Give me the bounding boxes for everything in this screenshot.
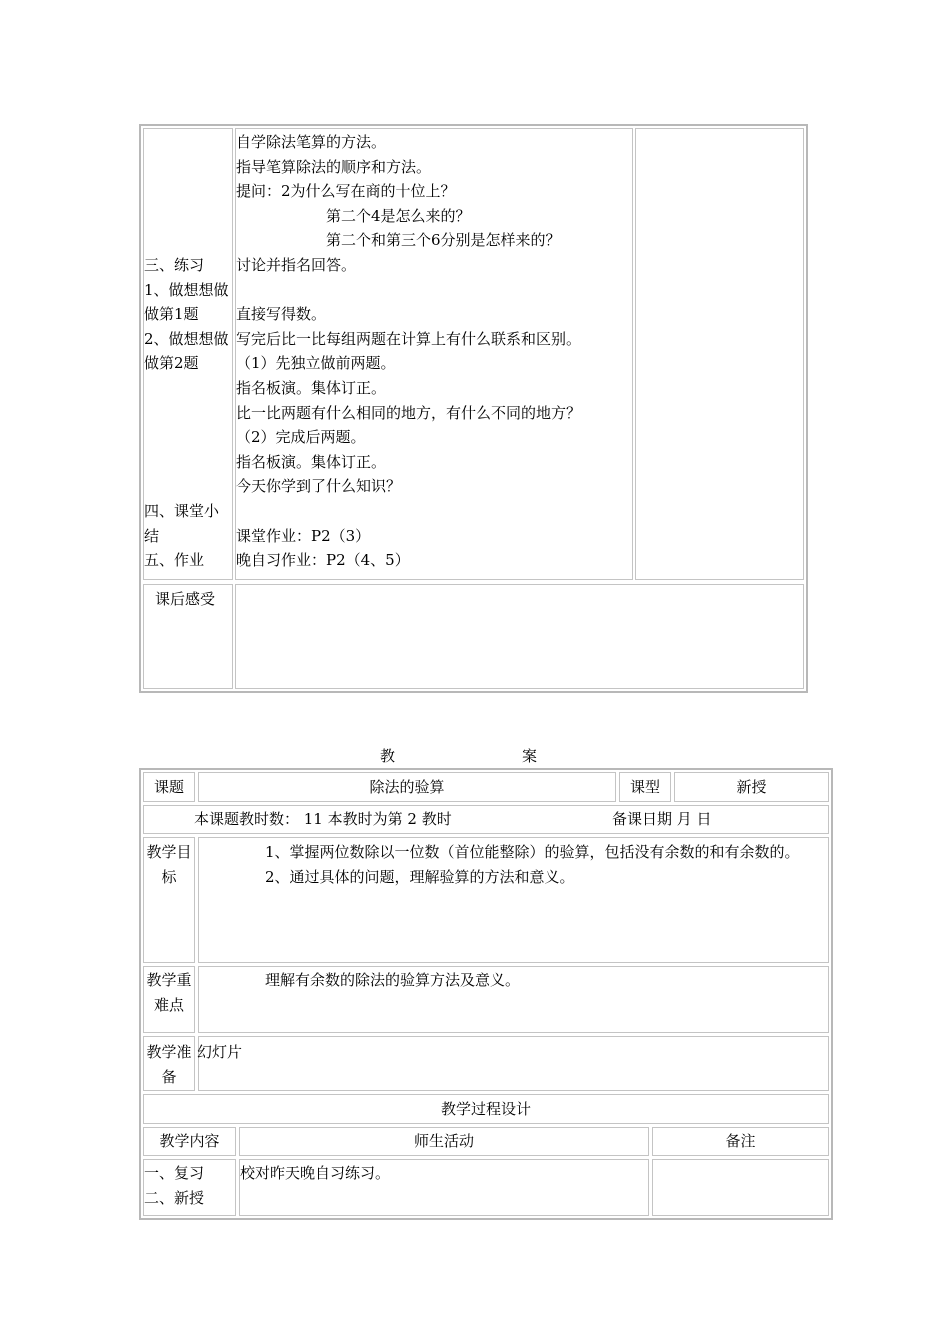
type-label: 课型 [629,778,660,796]
goal-label: 教学目 标 [146,843,192,886]
goal-item: 1、掌握两位数除以一位数（首位能整除）的验算，包括没有余数的和有余数的。 [265,843,800,861]
key-label: 教学重 难点 [146,971,192,1014]
row1-activity: 校对昨天晚自习练习。 [240,1164,391,1182]
col-activity-header: 师生活动 [413,1132,474,1150]
row1-notes-cell [652,1159,829,1216]
reflection-label: 课后感受 [155,590,216,608]
type-value: 新授 [736,778,767,796]
goal-item: 2、通过具体的问题，理解验算的方法和意义。 [265,867,575,886]
process-title: 教学过程设计 [440,1100,531,1118]
topic-value: 除法的验算 [369,778,445,796]
hours-text: 本课题教时数： 11 本教时为第 2 教时 [194,810,452,828]
top-notes-column [635,128,804,580]
prep-content-cell [198,1036,829,1091]
section-summary: 四、课堂小 [144,501,220,520]
prep-text: 幻灯片 [197,1043,243,1061]
key-text: 理解有余数的除法的验算方法及意义。 [265,971,521,989]
col-notes-header: 备注 [725,1132,756,1150]
top-activity-text: 自学除法笔算的方法。 指导笔算除法的顺序和方法。 提问：2为什么写在商的十位上？ 第二个4是怎么来的？ 第二个和第三个6分别是怎样来的？ 讨论并指名回答。 直接写得数。 写完后比一比每组两题在计算上有什么联系和区别。 （1）先独立做前两题。 指名板演。集体订正。 比一比两题有什么相同的地方，有什么不同的地方？ （2）完成后两题。 指名板演。集体订正。 今天你学到了什么知识？ 课堂作业：P2（3） 晚自习作业：P2（4、5） [236,133,582,570]
row1-content: 一、复习 二、新授 [144,1164,205,1207]
section-homework: 五、作业 [144,551,205,570]
prep-label: 教学准 备 [146,1043,192,1086]
section-practice: 三、练习 [144,255,205,274]
goal-list [265,840,800,889]
top-left-column-text: 三、练习 1、做想想做 做第1题 2、做想想做 做第2题 四、课堂小 结 五、作业 [144,130,229,573]
reflection-content-cell [235,584,804,689]
plan-title-right: 案 [522,747,538,765]
prep-date-text: 备课日期 月 日 [612,810,712,828]
col-content-header: 教学内容 [159,1132,220,1150]
plan-title-left: 教 [380,747,396,765]
topic-label: 课题 [153,778,184,796]
